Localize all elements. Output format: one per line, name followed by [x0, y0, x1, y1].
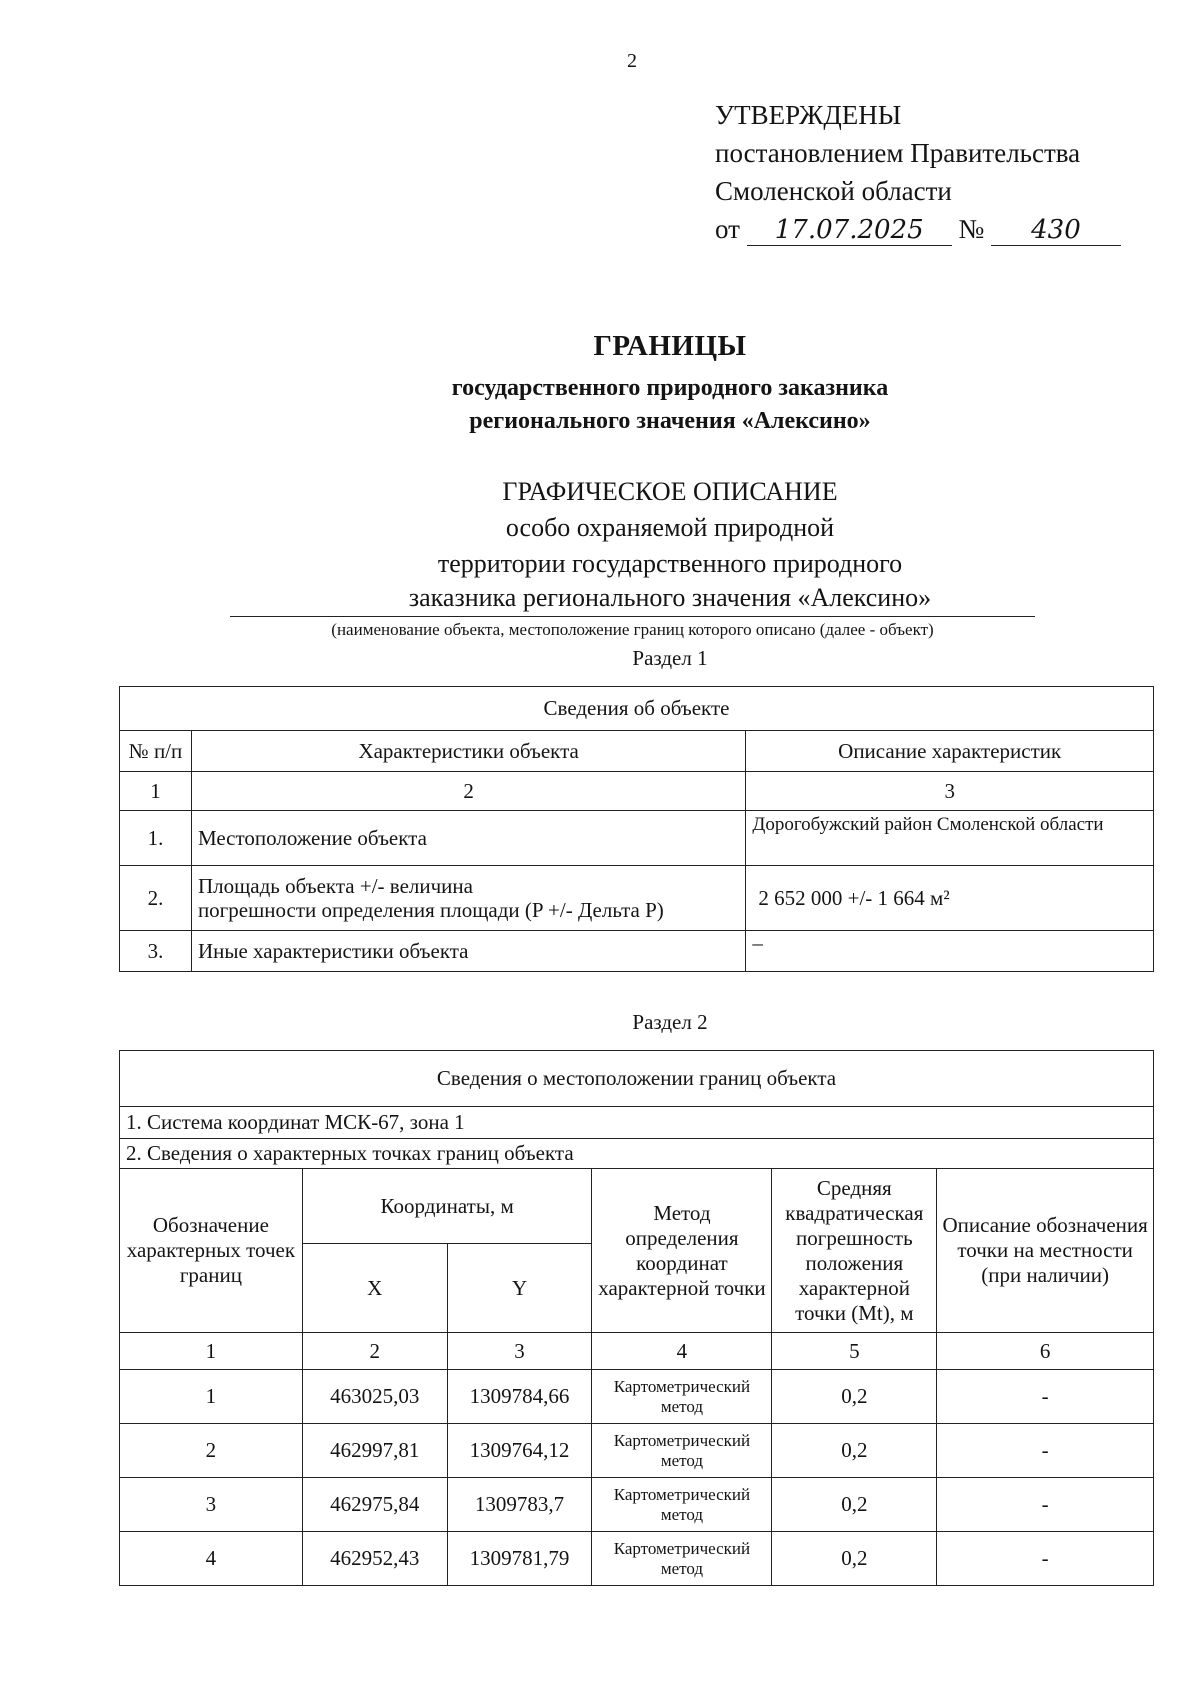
- header-x: X: [302, 1244, 447, 1333]
- characteristic-line-2: погрешности определения площади (P +/- Дельта P): [197, 898, 664, 922]
- point-desc: -: [937, 1478, 1154, 1532]
- header-description: Описание характеристик: [746, 731, 1154, 772]
- table-row: [120, 1424, 1154, 1478]
- header-designation: Обозначение характерных точек границ: [120, 1169, 303, 1333]
- point-error: 0,2: [772, 1478, 937, 1532]
- number-prefix: №: [958, 214, 985, 244]
- description-line-3: территории государственного природного: [437, 549, 903, 578]
- handwritten-number: 430: [991, 215, 1121, 246]
- approval-heading: УТВЕРЖДЕНЫ: [715, 100, 902, 130]
- point-y: 1309783,7: [447, 1478, 592, 1532]
- row-description: Дорогобужский район Смоленской области: [746, 811, 1154, 866]
- table-row: [120, 1370, 1154, 1424]
- table-title: Сведения об объекте: [120, 687, 1154, 731]
- row-characteristic: Иные характеристики объекта: [191, 931, 745, 972]
- handwritten-date: 17.07.2025: [747, 215, 952, 246]
- points-info: 2. Сведения о характерных точках границ объекта: [120, 1139, 1154, 1169]
- table-row: [120, 931, 1154, 972]
- point-method: Картометрический метод: [592, 1424, 772, 1478]
- point-error: 0,2: [772, 1532, 937, 1586]
- table-row: [120, 731, 1154, 772]
- date-prefix: от: [715, 214, 740, 244]
- table-row: [120, 687, 1154, 731]
- header-location-desc: Описание обозначения точки на местности (при наличии): [937, 1169, 1154, 1333]
- table-row: [120, 866, 1154, 931]
- header-characteristic: Характеристики объекта: [191, 731, 745, 772]
- underline-rule: [230, 616, 1035, 617]
- point-method: Картометрический метод: [592, 1478, 772, 1532]
- point-y: 1309764,12: [447, 1424, 592, 1478]
- point-error: 0,2: [772, 1424, 937, 1478]
- characteristic-line-1: Площадь объекта +/- величина: [197, 874, 473, 898]
- coordinate-system: 1. Система координат МСК-67, зона 1: [120, 1107, 1154, 1139]
- point-x: 462975,84: [302, 1478, 447, 1532]
- point-method: Картометрический метод: [592, 1370, 772, 1424]
- row-characteristic: Местоположение объекта: [191, 811, 745, 866]
- point-x: 462952,43: [302, 1532, 447, 1586]
- boundary-points-table: [119, 1050, 1154, 1586]
- page-number: 2: [627, 50, 637, 72]
- col-number: 4: [592, 1333, 772, 1370]
- title-subtitle-1: государственного природного заказника: [451, 375, 889, 401]
- point-desc: -: [937, 1532, 1154, 1586]
- col-number: 6: [937, 1333, 1154, 1370]
- description-line-4: заказника регионального значения «Алексино»: [408, 583, 932, 612]
- point-x: 462997,81: [302, 1424, 447, 1478]
- header-y: Y: [447, 1244, 592, 1333]
- point-y: 1309784,66: [447, 1370, 592, 1424]
- col-number: 3: [447, 1333, 592, 1370]
- header-error: Средняя квадратическая погрешность положения характерной точки (Mt), м: [772, 1169, 937, 1333]
- header-method: Метод определения координат характерной точки: [592, 1169, 772, 1333]
- col-number: 5: [772, 1333, 937, 1370]
- object-caption: (наименование объекта, местоположение границ которого описано (далее - объект): [331, 620, 934, 639]
- row-num: 3.: [120, 931, 192, 972]
- row-characteristic: [191, 866, 745, 931]
- table-row: [120, 772, 1154, 811]
- description-heading: ГРАФИЧЕСКОЕ ОПИСАНИЕ: [502, 477, 838, 506]
- document-title: ГРАНИЦЫ: [593, 330, 747, 362]
- approval-date-line: [715, 210, 1121, 248]
- col-number: 1: [120, 772, 192, 811]
- point-id: 4: [120, 1532, 303, 1586]
- table-row: [120, 1139, 1154, 1169]
- col-number: 3: [746, 772, 1154, 811]
- point-id: 3: [120, 1478, 303, 1532]
- table-row: [120, 1169, 1154, 1244]
- col-number: 2: [191, 772, 745, 811]
- point-id: 1: [120, 1370, 303, 1424]
- header-coordinates: Координаты, м: [302, 1169, 592, 1244]
- table-row: [120, 1532, 1154, 1586]
- title-subtitle-2: регионального значения «Алексино»: [469, 408, 871, 434]
- point-id: 2: [120, 1424, 303, 1478]
- approval-line-2: Смоленской области: [715, 176, 952, 206]
- table-row: [120, 1051, 1154, 1107]
- approval-block: [715, 96, 1121, 248]
- point-x: 463025,03: [302, 1370, 447, 1424]
- row-num: 2.: [120, 866, 192, 931]
- row-description: 2 652 000 +/- 1 664 м²: [746, 866, 1154, 931]
- point-desc: -: [937, 1424, 1154, 1478]
- row-description: –: [746, 931, 1154, 972]
- table-title: Сведения о местоположении границ объекта: [120, 1051, 1154, 1107]
- section-2-label: Раздел 2: [632, 1010, 708, 1034]
- row-num: 1.: [120, 811, 192, 866]
- col-number: 1: [120, 1333, 303, 1370]
- point-desc: -: [937, 1370, 1154, 1424]
- point-error: 0,2: [772, 1370, 937, 1424]
- table-row: [120, 811, 1154, 866]
- section-1-label: Раздел 1: [632, 646, 708, 670]
- table-row: [120, 1478, 1154, 1532]
- table-row: [120, 1333, 1154, 1370]
- point-y: 1309781,79: [447, 1532, 592, 1586]
- point-method: Картометрический метод: [592, 1532, 772, 1586]
- table-row: [120, 1107, 1154, 1139]
- approval-line-1: постановлением Правительства: [715, 138, 1081, 168]
- object-info-table: [119, 686, 1154, 972]
- header-num: № п/п: [120, 731, 192, 772]
- description-line-2: особо охраняемой природной: [505, 513, 835, 542]
- col-number: 2: [302, 1333, 447, 1370]
